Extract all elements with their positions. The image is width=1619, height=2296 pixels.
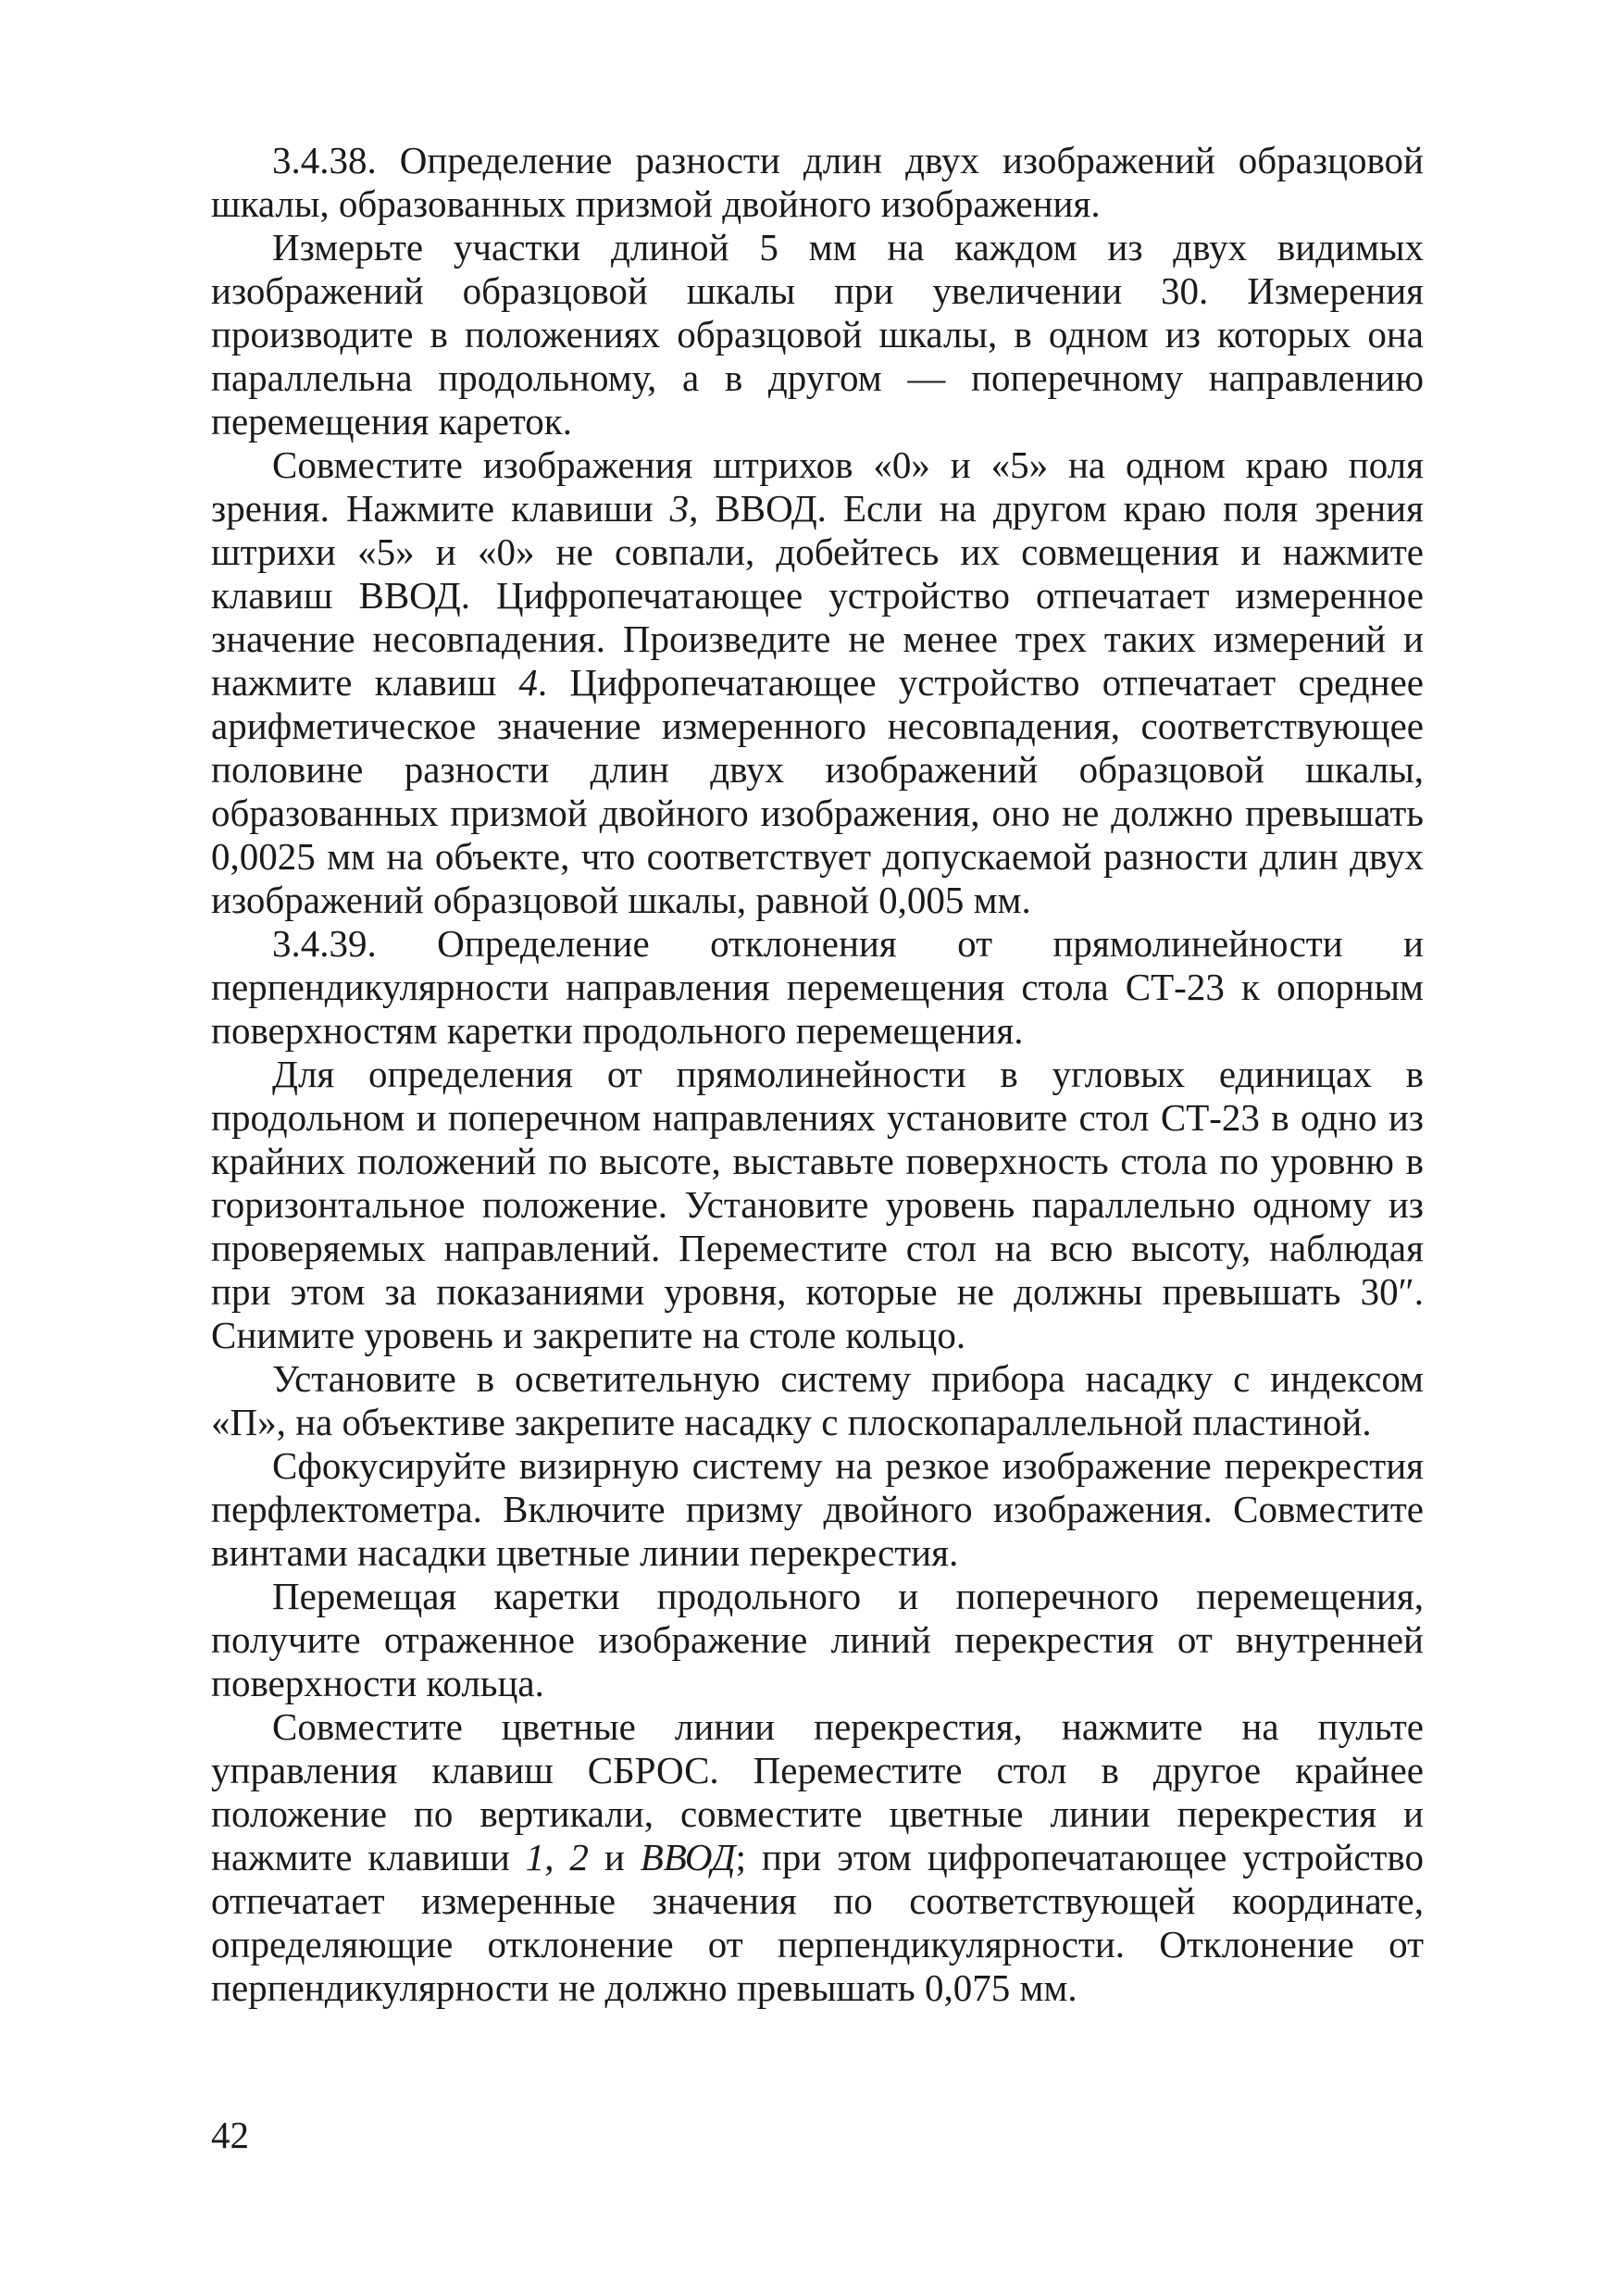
text-run: Совместите изображения штрихов «0» и «5» на одном краю поля зрения. Нажмите клавиши [211,443,1424,530]
paragraph-install-attachment [211,1357,1424,1444]
key-reference: 1 [525,1836,545,1878]
paragraph-measure-segments [211,226,1424,443]
paragraph-align-strokes [211,443,1424,922]
paragraph-perpendicularity [211,1705,1424,2010]
text-run: Совместите цветные линии перекрестия, нажмите на пульте управления клавиш СБРОС. Переместите стол в другое крайнее положение по вертикали, совместите цветные линии перекрестия и нажмите клавиши [211,1705,1424,1878]
text-run: 3.4.39. Определение отклонения от прямолинейности и перпендикулярности направления перемещения стола СТ-23 к опорным поверхностям каретки продольного перемещения. [211,922,1424,1052]
paragraph-focus-system [211,1444,1424,1575]
text-run: ; при этом цифропечатающее устройство отпечатает измеренные значения по соответствующей координате, определяющие отклонение от перпендикулярности. Отклонение от перпендикулярности не должно превышать 0,075 мм. [211,1836,1425,2009]
text-run: Для определения от прямолинейности в угловых единицах в продольном и поперечном направлениях установите стол СТ-23 в одно из крайних положений по высоте, выставьте поверхность стола по уровню в горизонтальное положение. Установите уровень параллельно одному из проверяемых направлений. Переместите стол на всю высоту, наблюдая при этом за показаниями уровня, которые не должны превышать 30″. Снимите уровень и закрепите на столе кольцо. [211,1053,1424,1356]
text-run: , [544,1836,570,1878]
key-reference: 4 [518,661,538,704]
text-run: и [588,1836,641,1878]
text-run: Измерьте участки длиной 5 мм на каждом из двух видимых изображений образцовой шкалы при увеличении 30. Измерения производите в положениях образцовой шкалы, в одном из которых она параллельна продольному, а в другом — поперечному направлению перемещения кареток. [211,226,1424,443]
page-number: 42 [211,2114,249,2156]
text-run: Сфокусируйте визирную систему на резкое изображение перекрестия перфлектометра. Включите призму двойного изображения. Совместите винтами насадки цветные линии перекрестия. [211,1444,1424,1574]
paragraph-move-carriages [211,1575,1424,1705]
paragraph-3-4-39-heading [211,922,1424,1053]
text-run: Перемещая каретки продольного и поперечного перемещения, получите отраженное изображение линий перекрестия от внутренней поверхности кольца. [211,1575,1424,1704]
paragraph-3-4-38-heading [211,139,1424,226]
key-reference: 3 [669,487,690,530]
paragraph-straightness-check [211,1053,1424,1357]
key-reference: 2 [569,1836,589,1878]
text-run: 3.4.38. Определение разности длин двух изображений образцовой шкалы, образованных призмой двойного изображения. [211,139,1424,225]
text-run: , ВВОД. Если на другом краю поля зрения штрихи «5» и «0» не совпали, добейтесь их совмещения и нажмите клавиш ВВОД. Цифропечатающее устройство отпечатает измеренное значение несовпадения. Произведите не менее трех таких измерений и нажмите клавиш [211,487,1424,704]
text-run: Установите в осветительную систему прибора насадку с индексом «П», на объективе закрепите насадку с плоскопараллельной пластиной. [211,1357,1424,1443]
page-body [211,139,1424,2010]
key-reference: ВВОД [640,1836,736,1878]
text-run: . Цифропечатающее устройство отпечатает среднее арифметическое значение измеренного несовпадения, соответствующее половине разности длин двух изображений образцовой шкалы, образованных призмой двойного изображения, оно не должно превышать 0,0025 мм на объекте, что соответствует допускаемой разности длин двух изображений образцовой шкалы, равной 0,005 мм. [211,661,1424,921]
